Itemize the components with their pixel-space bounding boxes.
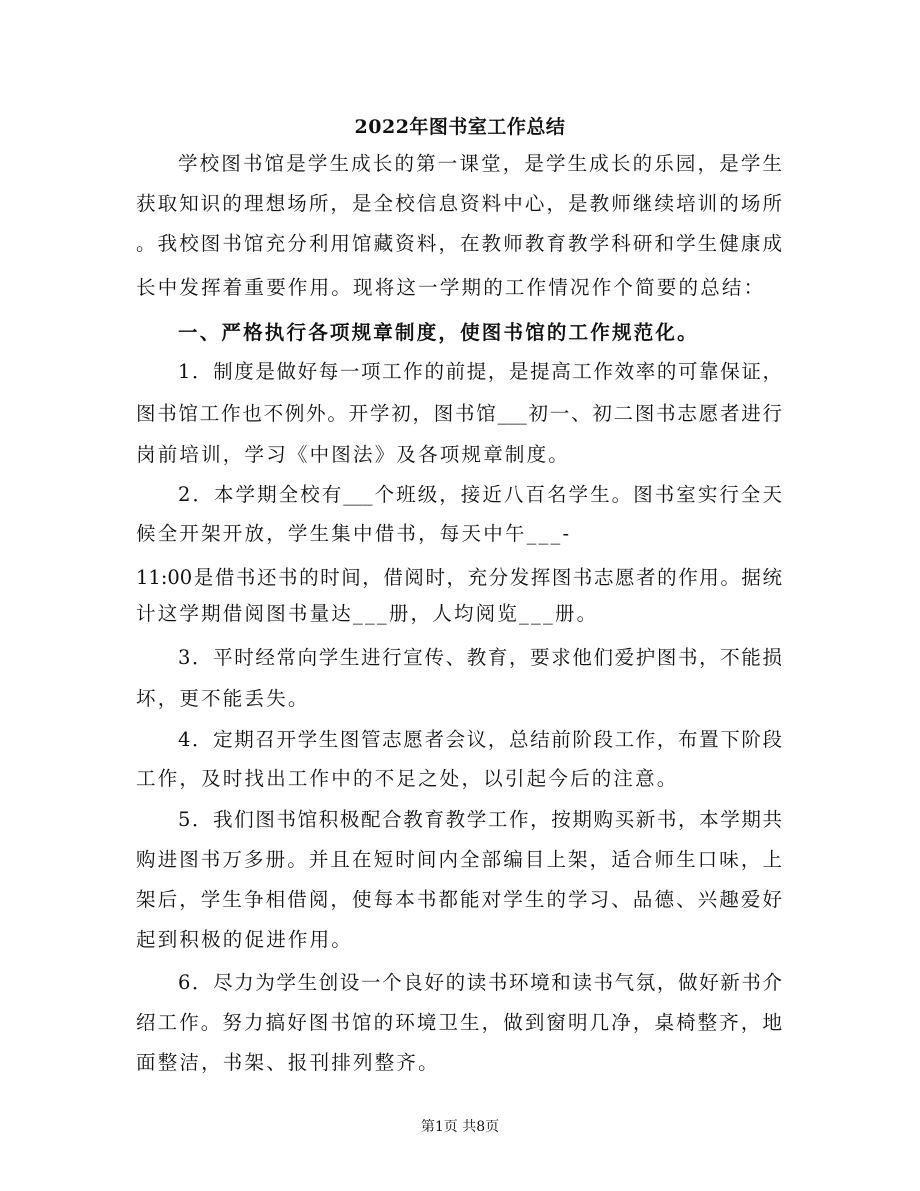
body-line: 计这学期借阅图书量达___册，人均阅览___册。 (136, 602, 599, 625)
body-line: 4．定期召开学生图管志愿者会议，总结前阶段工作，布置下阶段 (178, 728, 782, 751)
body-line: 购进图书万多册。并且在短时间内全部编目上架，适合师生口味，上 (136, 848, 782, 871)
body-line: 图书馆工作也不例外。开学初，图书馆___初一、初二图书志愿者进行 (136, 402, 782, 425)
body-line: 3．平时经常向学生进行宣传、教育，要求他们爱护图书，不能损 (178, 646, 782, 669)
body-line: 坏，更不能丢失。 (136, 687, 310, 710)
section-heading: 一、严格执行各项规章制度，使图书馆的工作规范化。 (178, 321, 699, 344)
body-line: 获取知识的理想场所，是全校信息资料中心，是教师继续培训的场所 (136, 192, 782, 215)
body-line: 。我校图书馆充分利用馆藏资料，在教师教育教学科研和学生健康成 (136, 232, 782, 255)
body-line: 1．制度是做好每一项工作的前提，是提高工作效率的可靠保证， (178, 360, 782, 383)
body-line: 架后，学生争相借阅，使每本书都能对学生的学习、品德、兴趣爱好 (136, 888, 782, 911)
page-footer: 第1页 共8页 (420, 1119, 500, 1135)
body-line: 工作，及时找出工作中的不足之处，以引起今后的注意。 (136, 767, 679, 790)
body-line: 学校图书馆是学生成长的第一课堂，是学生成长的乐园，是学生 (178, 152, 782, 175)
body-line: 候全开架开放，学生集中借书，每天中午___- (136, 522, 572, 545)
body-line: 长中发挥着重要作用。现将这一学期的工作情况作个简要的总结： (136, 276, 766, 299)
body-line: 绍工作。努力搞好图书馆的环境卫生，做到窗明几净，桌椅整齐，地 (136, 1011, 782, 1034)
body-line: 5．我们图书馆积极配合教育教学工作，按期购买新书，本学期共 (178, 808, 782, 831)
body-line: 面整洁，书架、报刊排列整齐。 (136, 1051, 440, 1074)
page-title: 2022年图书室工作总结 (354, 116, 566, 138)
body-line: 岗前培训，学习《中图法》及各项规章制度。 (136, 443, 571, 466)
body-line: 6．尽力为学生创设一个良好的读书环境和读书气氛，做好新书介 (178, 971, 782, 994)
body-line: 起到积极的促进作用。 (136, 928, 354, 951)
body-line: 11:00是借书还书的时间，借阅时，充分发挥图书志愿者的作用。据统 (136, 566, 782, 589)
body-line: 2．本学期全校有___个班级，接近八百名学生。图书室实行全天 (178, 483, 782, 506)
